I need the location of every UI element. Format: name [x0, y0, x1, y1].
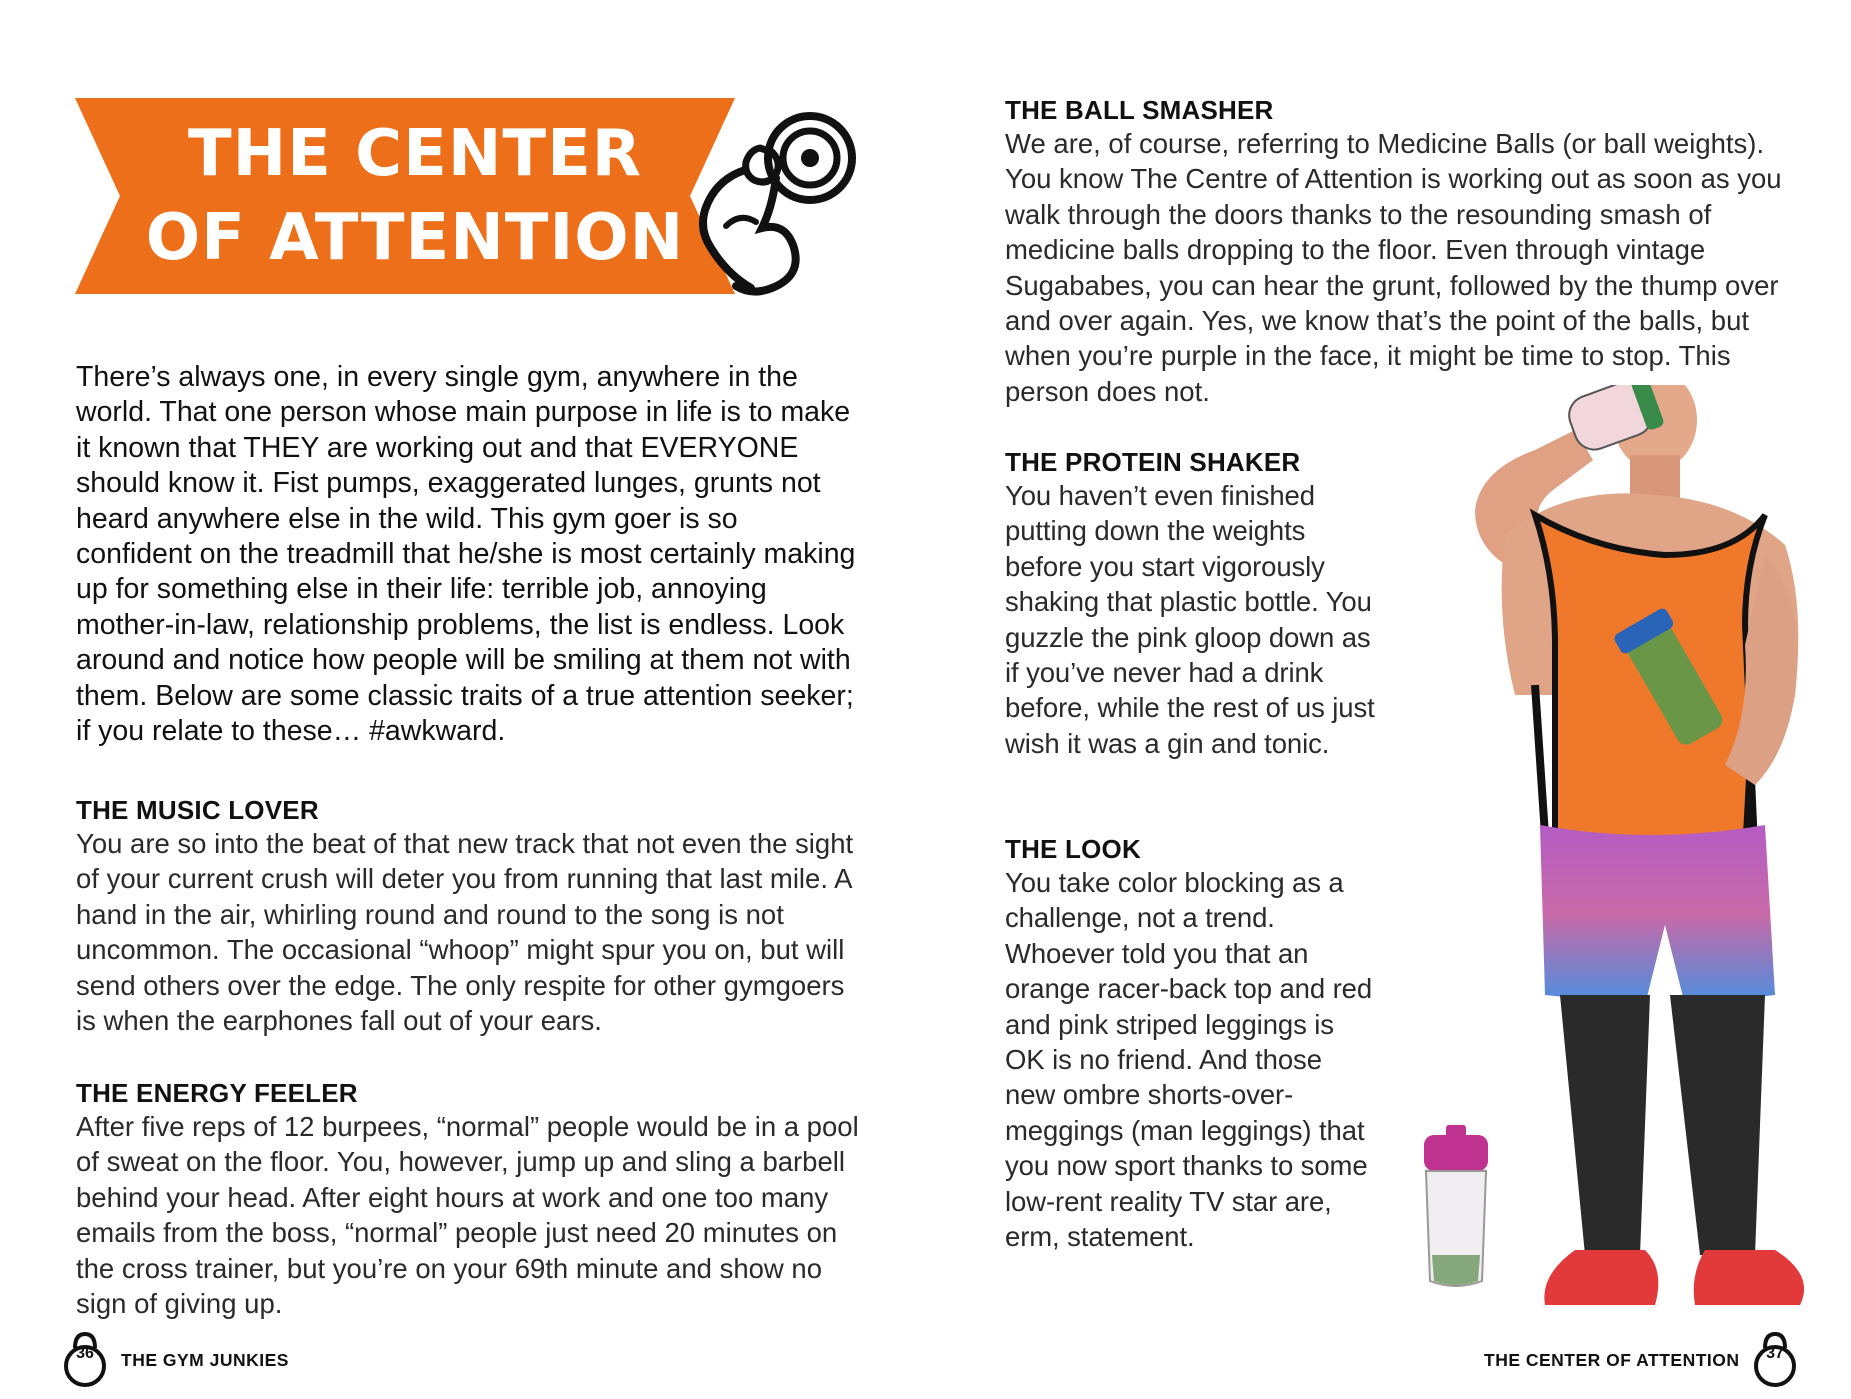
section-heading-energy-feeler: THE ENERGY FEELER [76, 1078, 358, 1108]
section-heading-ball-smasher: THE BALL SMASHER [1005, 95, 1274, 125]
left-page [0, 0, 925, 1399]
section-body-ball-smasher: We are, of course, referring to Medicine Balls (or ball weights). You know The Centre of Attention is working out as soon as you walk through the doors thanks to the resounding smash of medicine balls dropping to the floor. Even through vintage Sugababes, you can hear the grunt, followed by the thump over and over again. Yes, we know that’s the point of the balls, but when you’re purple in the face, it might be time to stop. This person does not. [1005, 128, 1782, 407]
intro-paragraph: There’s always one, in every single gym, anywhere in the world. That one person whose main purpose in life is to make it known that THEY are working out and that EVERYONE should know it. Fist pumps, exaggerated lunges, grunts not heard anywhere else in the wild. This gym goer is so confident on the treadmill that he/she is most certainly making up for something else in their life: terrible job, annoying mother-in-law, relationship problems, the list is endless. Look around and notice how people will be smiling at them not with them. Below are some classic traits of a true attention seeker; if you relate to these… #awkward. [76, 361, 856, 748]
title-line-2: OF ATTENTION [145, 201, 685, 275]
page-number: 37 [1766, 1345, 1784, 1362]
page-title [135, 112, 695, 280]
section-body-protein-shaker: You haven’t even finished putting down the weights before you start vigorously shaking that plastic bottle. You guzzle the pink gloop down as if you’ve never had a drink before, while the rest of us just wish it was a gin and tonic. [1005, 480, 1375, 759]
running-title-right: THE CENTER OF ATTENTION [1484, 1350, 1740, 1370]
section-body-music-lover: You are so into the beat of that new track that not even the sight of your current crush will deter you from running that last mile. A hand in the air, whirling round and round to the song is not uncommon. The occasional “whoop” might spur you on, but will send others over the edge. The only respite for other gymgoers is when the earphones fall out of your ears. [76, 828, 854, 1037]
page-number: 36 [76, 1345, 94, 1362]
protein-shaker-bottle-illustration [1418, 1125, 1493, 1290]
section-body-energy-feeler: After five reps of 12 burpees, “normal” people would be in a pool of sweat on the floor. You, however, jump up and sling a barbell behind your head. After eight hours at work and one too many emails from the boss, “normal” people just need 20 minutes on the cross trainer, but you’re on your 69th minute and show no sign of giving up. [76, 1111, 859, 1320]
section-heading-protein-shaker: THE PROTEIN SHAKER [1005, 447, 1301, 477]
section-body-the-look: You take color blocking as a challenge, not a trend. Whoever told you that an orange racer-back top and red and pink striped leggings is OK is no friend. And those new ombre shorts-over-meggings (man leggings) that you now sport thanks to some low-rent reality TV star are, erm, statement. [1005, 867, 1373, 1253]
title-line-1: THE CENTER [187, 117, 643, 191]
kettlebell-page-badge-right [1752, 1330, 1798, 1388]
running-title-left: THE GYM JUNKIES [121, 1350, 289, 1370]
kettlebell-page-badge-left [62, 1330, 108, 1388]
flexed-arm-dumbbell-icon [690, 108, 860, 298]
title-banner [75, 98, 735, 294]
section-heading-music-lover: THE MUSIC LOVER [76, 795, 319, 825]
section-heading-the-look: THE LOOK [1005, 834, 1141, 864]
